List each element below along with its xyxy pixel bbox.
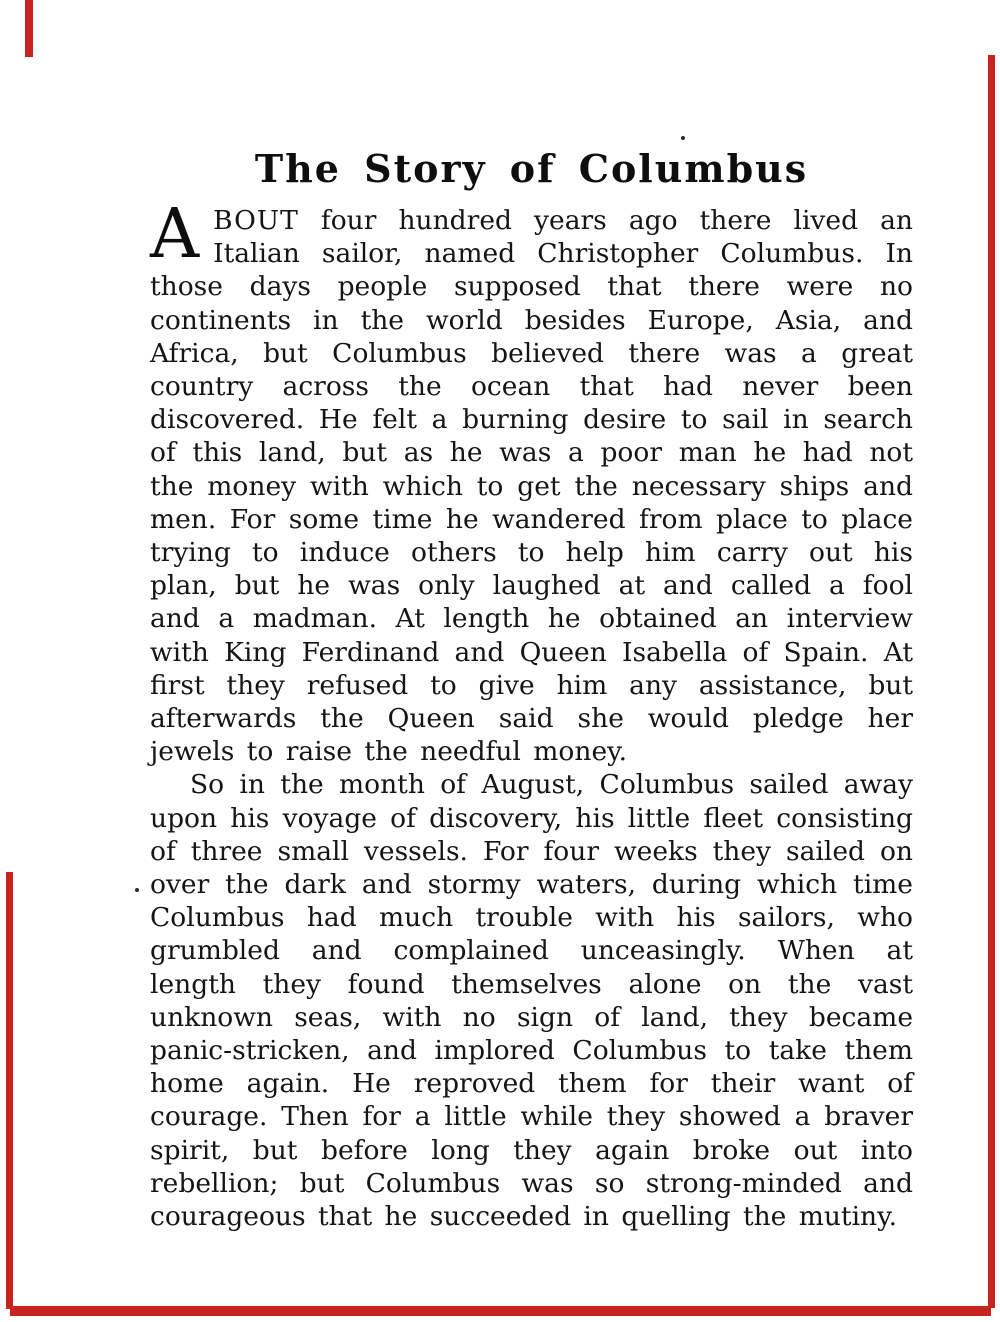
red-edge-mark-top-left	[25, 0, 33, 57]
red-edge-mark-left	[6, 872, 13, 1309]
red-edge-mark-bottom	[10, 1306, 991, 1316]
drop-cap: A	[150, 195, 200, 274]
paragraph-text: So in the month of August, Columbus sailed away upon his voyage of discovery, his little fleet consisting of three small vessels. For four weeks they sailed on over the dark and stormy waters, during which time Columbus had much trouble with his sailors, who grumbled and complained unceasingly. When at length they found themselves alone on the vast unknown seas, with no sign of land, they became panic-stricken, and implored Columbus to take them home again. He reproved them for their want of courage. Then for a little while they showed a braver spirit, but before long they again broke out into rebellion; but Columbus was so strong-minded and courageous that he succeeded in quelling the mutiny.	[150, 769, 913, 1233]
lead-caps: BOUT	[213, 205, 299, 236]
scan-speckle	[135, 888, 139, 892]
scan-speckle	[681, 136, 685, 140]
red-edge-mark-right	[988, 55, 995, 1308]
page-title: The Story of Columbus	[254, 146, 809, 191]
story-text	[150, 195, 913, 1233]
paragraph-first	[150, 195, 913, 768]
paragraph-text: four hundred years ago there lived an Italian sailor, named Christopher Columbus. In those days people supposed that there were no continents in the world besides Europe, Asia, and Africa, but Columbus believed there was a great country across the ocean that had never been discovered. He felt a burning desire to sail in search of this land, but as he was a poor man he had not the money with which to get the necessary ships and men. For some time he wandered from place to place trying to induce others to help him carry out his plan, but he was only laughed at and called a fool and a madman. At length he obtained an interview with King Ferdinand and Queen Isabella of Spain. At first they refused to give him any assistance, but afterwards the Queen said she would pledge her jewels to raise the needful money.	[150, 205, 913, 768]
paragraph-second	[150, 768, 913, 1233]
